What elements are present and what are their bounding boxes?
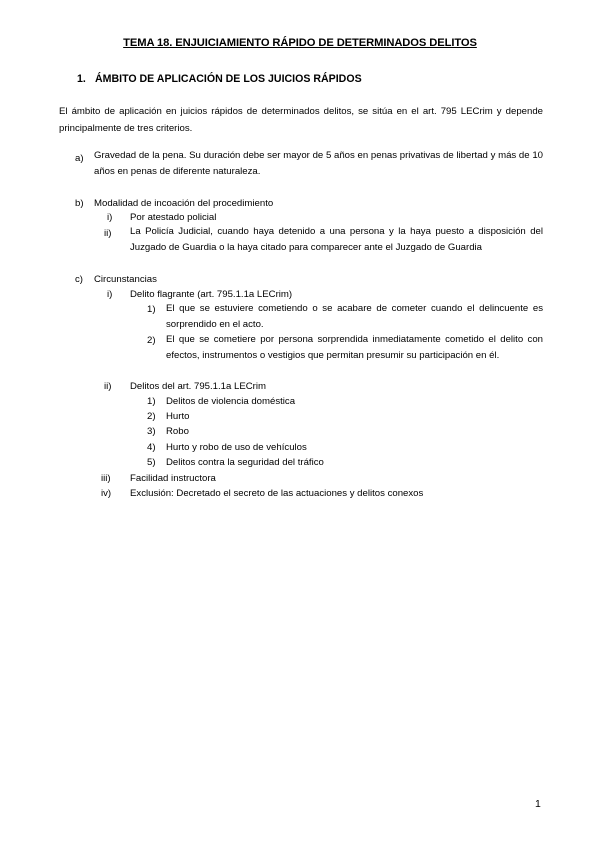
criterion-b-marker: b) — [75, 198, 84, 209]
section-heading — [77, 73, 362, 85]
criterion-c-item-2-marker: ii) — [104, 381, 112, 392]
section-number: 1. — [77, 73, 86, 85]
criterion-c-item-4-marker: iv) — [101, 488, 112, 499]
criterion-c-marker: c) — [75, 274, 83, 285]
criterion-b-item-1-marker: i) — [107, 212, 113, 223]
criterion-c-item-1-sub-1-marker: 1) — [147, 304, 156, 315]
criterion-c-item-2-sub-5-marker: 5) — [147, 457, 156, 468]
criterion-b-item-2-text: La Policía Judicial, cuando haya detenido a una persona y la haya puesto a disposición del Juzgado de Guardia o la haya citado para comparecer ante el Juzgado de Guardia — [130, 226, 543, 253]
criterion-c-item-4-text: Exclusión: Decretado el secreto de las actuaciones y delitos conexos — [130, 488, 424, 499]
criterion-c-item-1-sub-2-marker: 2) — [147, 335, 156, 346]
criterion-c-item-2-sub-1-text: Delitos de violencia doméstica — [166, 396, 296, 407]
intro-paragraph: El ámbito de aplicación en juicios rápidos de determinados delitos, se sitúa en el art. 795 LECrim y depende principalmente de tres criterios. — [59, 106, 543, 134]
criterion-c-item-2-sub-1-marker: 1) — [147, 396, 156, 407]
criterion-b-item-2-marker: ii) — [104, 228, 112, 239]
criterion-c-item-2-text: Delitos del art. 795.1.1a LECrim — [130, 381, 266, 392]
page-number: 1 — [535, 798, 541, 810]
criterion-c-item-2-sub-2-text: Hurto — [166, 411, 190, 422]
criterion-c-item-1-marker: i) — [107, 289, 113, 300]
criterion-c-item-1-sub-1-text: El que se estuviere cometiendo o se acabare de cometer cuando el delincuente es sorprendido en el acto. — [166, 303, 543, 330]
criterion-c-item-2-sub-2-marker: 2) — [147, 411, 156, 422]
criterion-c-item-1-text: Delito flagrante (art. 795.1.1a LECrim) — [130, 289, 293, 300]
criterion-c-item-2-sub-3-text: Robo — [166, 426, 189, 437]
criterion-a-text: Gravedad de la pena. Su duración debe ser mayor de 5 años en penas privativas de libertad y más de 10 años en penas de diferente naturaleza. — [94, 150, 543, 177]
criterion-c-item-2-sub-4-text: Hurto y robo de uso de vehículos — [166, 442, 307, 453]
criterion-a-marker: a) — [75, 153, 84, 164]
criterion-c-item-2-sub-5-text: Delitos contra la seguridad del tráfico — [166, 457, 324, 468]
criterion-c-item-1-sub-2-text: El que se cometiere por persona sorprendida inmediatamente cometido el delito con efectos, instrumentos o vestigios que permitan presumir su participación en él. — [166, 334, 543, 361]
criterion-b-item-1-text: Por atestado policial — [130, 212, 217, 223]
document-title: TEMA 18. ENJUICIAMIENTO RÁPIDO DE DETERMINADOS DELITOS — [123, 37, 477, 49]
criterion-c-item-3-marker: iii) — [101, 473, 111, 484]
criterion-c-text: Circunstancias — [94, 274, 157, 285]
criterion-c-item-2-sub-4-marker: 4) — [147, 442, 156, 453]
section-title: ÁMBITO DE APLICACIÓN DE LOS JUICIOS RÁPIDOS — [95, 73, 362, 85]
criterion-c-item-3-text: Facilidad instructora — [130, 473, 216, 484]
criterion-b-text: Modalidad de incoación del procedimiento — [94, 198, 274, 209]
criterion-c-item-2-sub-3-marker: 3) — [147, 426, 156, 437]
